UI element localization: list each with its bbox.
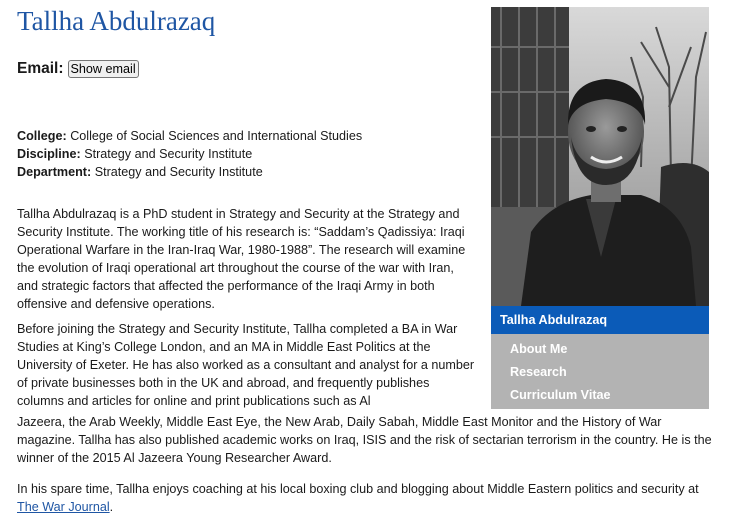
bio-paragraph-3-end: . xyxy=(109,500,114,514)
department-line xyxy=(17,163,362,181)
sidebar-profile-name: Tallha Abdulrazaq xyxy=(491,306,709,334)
college-line xyxy=(17,127,362,145)
department-label: Department: xyxy=(17,165,92,179)
show-email-button[interactable]: Show email xyxy=(68,60,139,78)
profile-sub-nav xyxy=(491,334,709,409)
bio-paragraph-2-start: Before joining the Strategy and Security Institute, Tallha completed a BA in War Studies at King’s College London, and an MA in Middle East Politics at the University of Exeter. He has also worked as a consultant and analyst for a number of private businesses both in the UK and abroad, and frequently publishes columns and articles for online and print publications such as Al xyxy=(17,322,475,408)
bio-paragraph-1: Tallha Abdulrazaq is a PhD student in Strategy and Security at the Strategy and Security Institute. The working title of his research is: “Saddam’s Qadissiya: Iraqi Operational Warfare in the Iran-Iraq War, 1980-1988”. The research will examine the evolution of Iraqi operational art throughout the course of the war with Iran, and strategic factors that affected the performance of the Iraqi Army in both offensive and defensive operations. xyxy=(17,207,466,311)
discipline-line xyxy=(17,145,362,163)
bio-narrow xyxy=(17,205,475,417)
page-title: Tallha Abdulrazaq xyxy=(17,6,216,36)
profile-meta xyxy=(17,127,362,181)
nav-curriculum-vitae[interactable]: Curriculum Vitae xyxy=(510,388,611,402)
bio-paragraph-2-end: Jazeera, the Arab Weekly, Middle East Eye, the New Arab, Daily Sabah, Middle East Monitor and the History of War magazine. Tallha has also published academic works on Iraq, ISIS and the risk of sectarian terrorism in the country. He is the winner of the 2015 Al Jazeera Young Researcher Award. xyxy=(17,415,712,465)
discipline-value: Strategy and Security Institute xyxy=(84,147,253,161)
department-value: Strategy and Security Institute xyxy=(94,165,263,179)
bio-paragraph-3 xyxy=(17,480,717,516)
college-value: College of Social Sciences and International Studies xyxy=(70,129,363,143)
nav-research[interactable]: Research xyxy=(510,365,567,379)
email-label: Email: xyxy=(17,60,64,77)
nav-about-me[interactable]: About Me xyxy=(510,342,568,356)
profile-photo xyxy=(491,7,709,306)
war-journal-link[interactable]: The War Journal xyxy=(17,500,110,514)
bio-wide-2 xyxy=(17,480,717,516)
profile-sidebar xyxy=(491,7,709,409)
discipline-label: Discipline: xyxy=(17,147,81,161)
college-label: College: xyxy=(17,129,67,143)
bio-paragraph-3-text: In his spare time, Tallha enjoys coaching at his local boxing club and blogging about Middle Eastern politics and security at xyxy=(17,482,699,496)
email-row xyxy=(17,59,139,79)
bio-wide-1 xyxy=(17,413,717,467)
